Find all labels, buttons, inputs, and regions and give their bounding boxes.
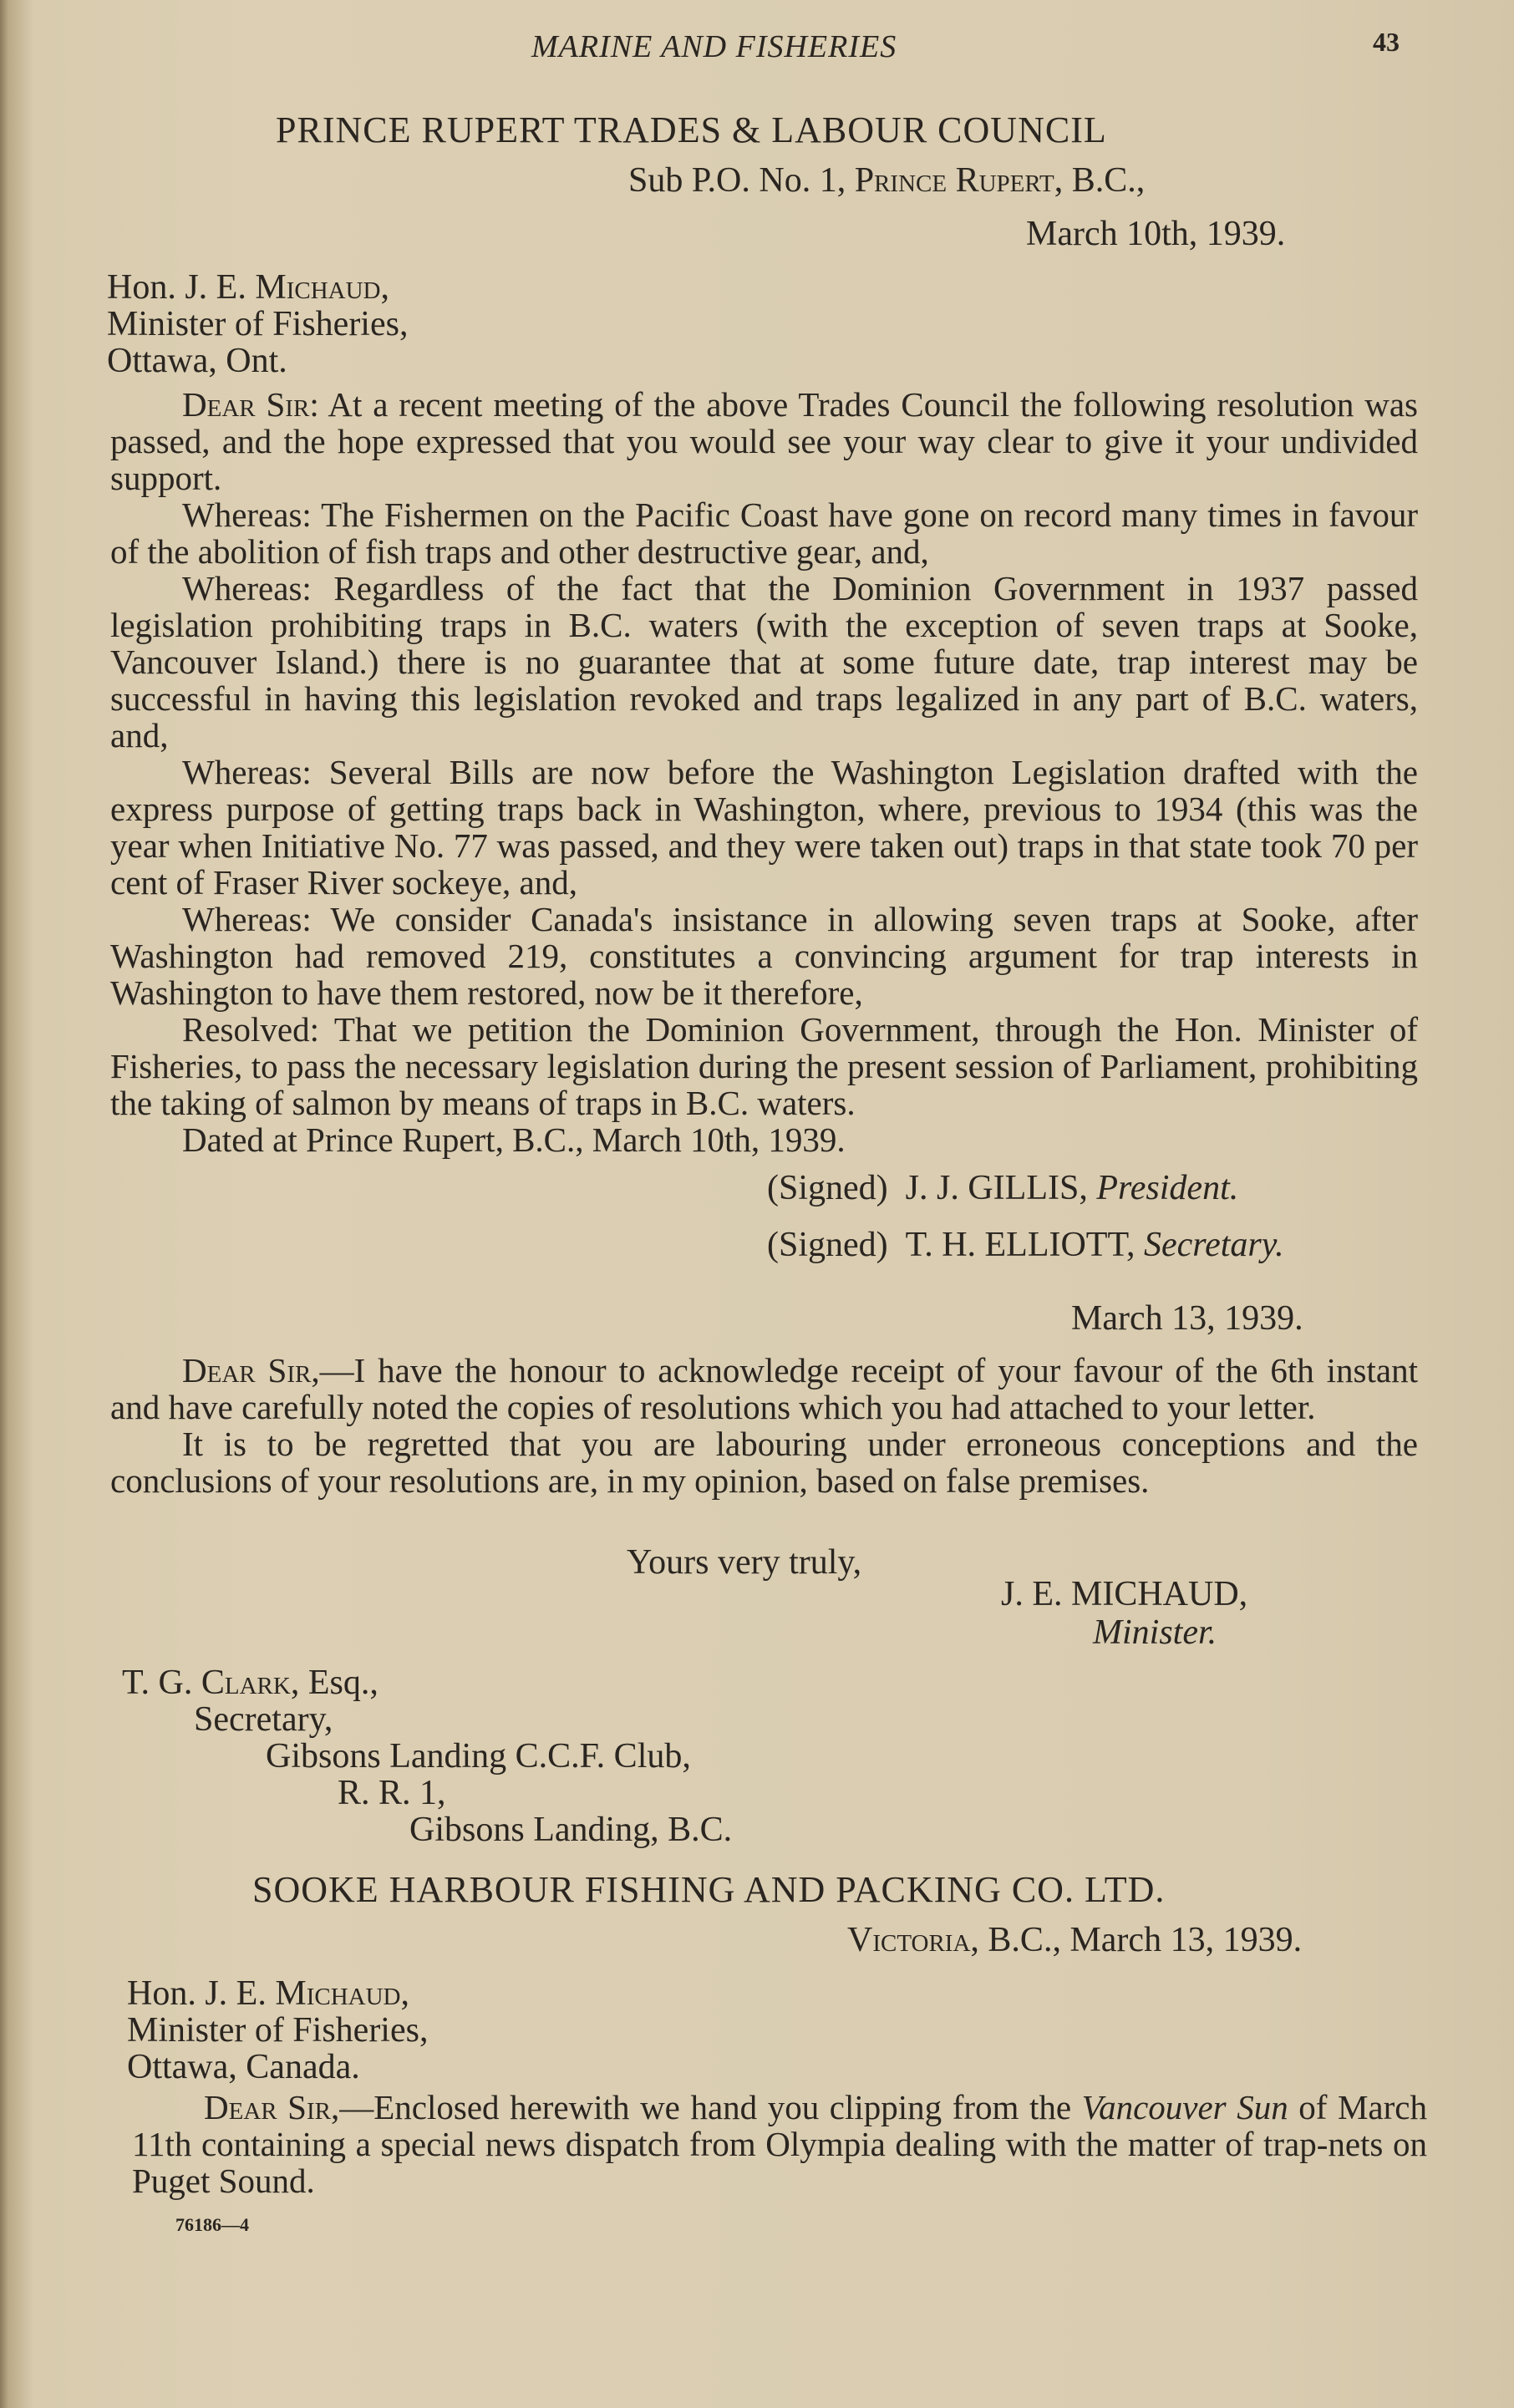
letter2-paragraph-2: It is to be regretted that you are labouring under erroneous conceptions and the conclusions of your resolutions are, in my opinion, based on false premises. xyxy=(110,1425,1418,1500)
letter2-address-name: T. G. Clark, Esq., xyxy=(122,1664,378,1702)
letter1-resolved: Resolved: That we petition the Dominion Government, through the Hon. Minister of Fisheries, to pass the necessary legislation during the present session of Parliament, prohibiting the taking of salmon by means of traps in B.C. waters. xyxy=(110,1010,1418,1122)
letter1-recipient-name: Hon. J. E. Michaud, xyxy=(107,268,389,307)
letter3-org-title: SOOKE HARBOUR FISHING AND PACKING CO. LTD. xyxy=(252,1869,1166,1910)
letter1-whereas-1: Whereas: The Fishermen on the Pacific Coast have gone on record many times in favour of the abolition of fish traps and other destructive gear, and, xyxy=(110,495,1418,571)
letter1-dated: Dated at Prince Rupert, B.C., March 10th, 1939. xyxy=(182,1120,846,1159)
letter1-whereas-4: Whereas: We consider Canada's insistance in allowing seven traps at Sooke, after Washington had removed 219, constitutes a convincing argument for trap interests in Washington to have them restored, now be it therefore, xyxy=(110,900,1418,1012)
letter3-place-date: Victoria, B.C., March 13, 1939. xyxy=(847,1921,1303,1959)
letter3-recipient-title: Minister of Fisheries, xyxy=(127,2011,429,2050)
letter1-salutation-paragraph: Dear Sir: At a recent meeting of the above Trades Council the following resolution was passed, and the hope expressed that you would see your way clear to give it your undivided support. xyxy=(110,385,1418,497)
letter2-body xyxy=(110,1352,1418,1499)
letter2-address-city: Gibsons Landing, B.C. xyxy=(409,1811,733,1849)
letter2-date: March 13, 1939. xyxy=(1071,1299,1303,1338)
letter1-whereas-2: Whereas: Regardless of the fact that the Dominion Government in 1937 passed legislation prohibiting traps in B.C. waters (with the exception of seven traps at Sooke, Vancouver Island.) there is no guarantee that at some future date, trap interest may be successful in having this legislation revoked and traps legalized in any part of B.C. waters, and, xyxy=(110,569,1418,754)
letter3-recipient-name: Hon. J. E. Michaud, xyxy=(127,1974,409,2013)
running-header: MARINE AND FISHERIES xyxy=(531,29,897,64)
letter2-address-route: R. R. 1, xyxy=(338,1774,446,1812)
letter1-whereas-3: Whereas: Several Bills are now before the Washington Legislation drafted with the express purpose of getting traps back in Washington, where, previous to 1934 (this was the year when Initiative No. 77 was passed, and they were taken out) traps in that state took 70 per cent of Fraser River sockeye, and, xyxy=(110,753,1418,902)
letter1-recipient-title: Minister of Fisheries, xyxy=(107,305,409,343)
letter2-signer: J. E. MICHAUD, xyxy=(1001,1575,1248,1613)
letter1-signature-secretary: (Signed) T. H. ELLIOTT, Secretary. xyxy=(767,1226,1284,1264)
letter2-signer-title: Minister. xyxy=(1093,1613,1217,1652)
print-code: 76186—4 xyxy=(175,2214,249,2235)
letter2-address-title: Secretary, xyxy=(194,1700,333,1739)
page-number: 43 xyxy=(1373,27,1400,57)
letter2-salutation-paragraph: Dear Sir,—I have the honour to acknowledge receipt of your favour of the 6th instant and have carefully noted the copies of resolutions which you had attached to your letter. xyxy=(110,1351,1418,1426)
letter1-date: March 10th, 1939. xyxy=(1026,215,1286,253)
letter3-body xyxy=(132,2089,1427,2199)
letter1-body xyxy=(110,386,1418,1158)
letter1-recipient-city: Ottawa, Ont. xyxy=(107,342,287,380)
letter2-closing: Yours very truly, xyxy=(627,1543,862,1582)
letter2-address-club: Gibsons Landing C.C.F. Club, xyxy=(266,1737,691,1776)
letter3-salutation-paragraph: Dear Sir,—Enclosed herewith we hand you clipping from the Vancouver Sun of March 11th containing a special news dispatch from Olympia dealing with the matter of trap-nets on Puget Sound. xyxy=(132,2088,1427,2200)
letter1-org-title: PRINCE RUPERT TRADES & LABOUR COUNCIL xyxy=(276,109,1107,150)
letter3-recipient-city: Ottawa, Canada. xyxy=(127,2048,360,2086)
letter1-address: Sub P.O. No. 1, Prince Rupert, B.C., xyxy=(628,161,1146,200)
letter1-signature-president: (Signed) J. J. GILLIS, President. xyxy=(767,1169,1239,1207)
